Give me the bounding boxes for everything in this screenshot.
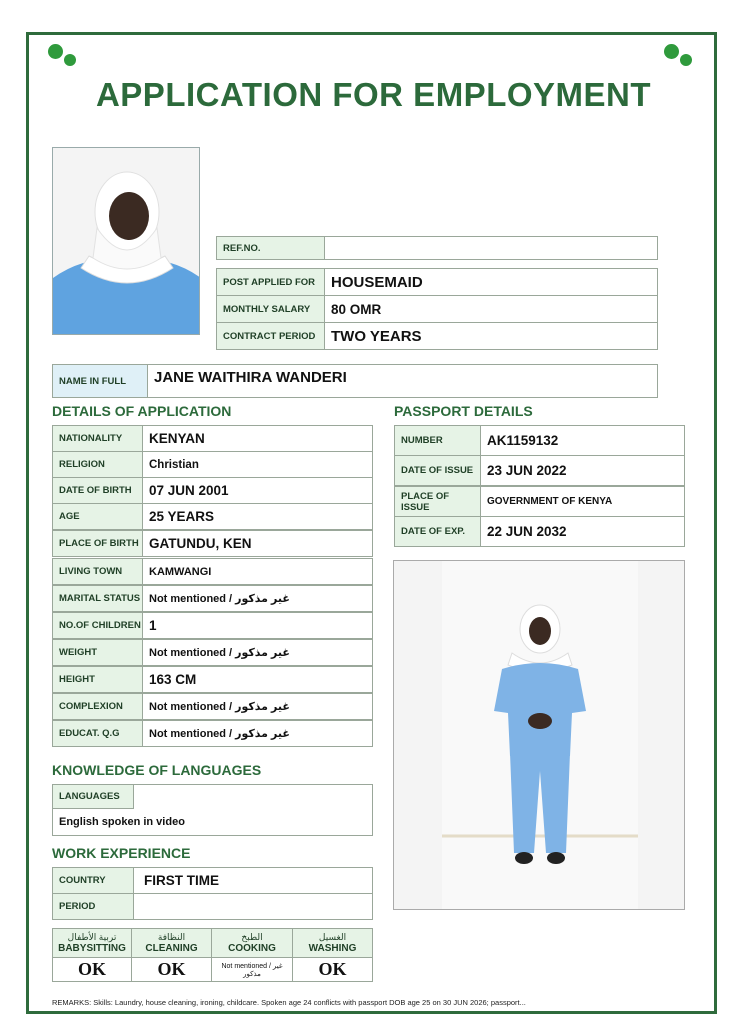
name-value: JANE WAITHIRA WANDERI bbox=[147, 364, 658, 398]
ref-no-value bbox=[324, 236, 658, 260]
religion-value: Christian bbox=[142, 451, 373, 478]
skill-cooking-ar: الطبخ bbox=[241, 932, 263, 942]
living-town-label: LIVING TOWN bbox=[52, 558, 143, 585]
place-of-birth-value: GATUNDU, KEN bbox=[142, 530, 373, 557]
children-value: 1 bbox=[142, 612, 373, 639]
age-value: 25 YEARS bbox=[142, 503, 373, 530]
languages-value: English spoken in video bbox=[53, 809, 371, 834]
skill-cooking-en: COOKING bbox=[228, 943, 276, 954]
ref-no-label: REF.NO. bbox=[216, 236, 325, 260]
skill-washing-header bbox=[292, 928, 373, 958]
age-label: AGE bbox=[52, 503, 143, 530]
skill-cleaning-value: OK bbox=[131, 957, 212, 982]
place-of-birth-label: PLACE OF BIRTH bbox=[52, 530, 143, 557]
living-town-value: KAMWANGI bbox=[142, 558, 373, 585]
religion-label: RELIGION bbox=[52, 451, 143, 478]
place-of-issue-value: GOVERNMENT OF KENYA bbox=[480, 486, 685, 517]
place-of-issue-label: PLACE OF ISSUE bbox=[394, 486, 481, 517]
name-label: NAME IN FULL bbox=[52, 364, 148, 398]
children-label: NO.OF CHILDREN bbox=[52, 612, 143, 639]
details-heading: DETAILS OF APPLICATION bbox=[52, 403, 232, 419]
nationality-value: KENYAN bbox=[142, 425, 373, 452]
height-value: 163 CM bbox=[142, 666, 373, 693]
education-value: Not mentioned / غير مذكور bbox=[142, 720, 373, 747]
salary-label: MONTHLY SALARY bbox=[216, 295, 325, 323]
dob-value: 07 JUN 2001 bbox=[142, 477, 373, 504]
education-label: EDUCAT. Q.G bbox=[52, 720, 143, 747]
skill-cooking-value: Not mentioned / غير مذكور bbox=[211, 957, 293, 982]
skill-cooking-header bbox=[211, 928, 293, 958]
date-of-issue-value: 23 JUN 2022 bbox=[480, 455, 685, 486]
applicant-portrait-photo bbox=[52, 147, 200, 335]
languages-heading: KNOWLEDGE OF LANGUAGES bbox=[52, 762, 262, 778]
height-label: HEIGHT bbox=[52, 666, 143, 693]
applicant-full-length-photo bbox=[393, 560, 685, 910]
salary-value: 80 OMR bbox=[324, 295, 658, 323]
languages-label: LANGUAGES bbox=[52, 784, 134, 809]
skill-washing-value: OK bbox=[292, 957, 373, 982]
date-of-exp-label: DATE OF EXP. bbox=[394, 516, 481, 547]
passport-heading: PASSPORT DETAILS bbox=[394, 403, 533, 419]
contract-value: TWO YEARS bbox=[324, 322, 658, 350]
contract-label: CONTRACT PERIOD bbox=[216, 322, 325, 350]
country-value: FIRST TIME bbox=[133, 867, 373, 894]
date-of-exp-value: 22 JUN 2032 bbox=[480, 516, 685, 547]
skill-babysitting-en: BABYSITTING bbox=[58, 943, 126, 954]
weight-label: WEIGHT bbox=[52, 639, 143, 666]
complexion-label: COMPLEXION bbox=[52, 693, 143, 720]
remarks-text: REMARKS: Skills: Laundry, house cleaning, ironing, childcare. Spoken age 24 conflicts with passport DOB age 25 on 30 JUN 2026; passport... bbox=[52, 998, 526, 1007]
skill-babysitting-header bbox=[52, 928, 132, 958]
passport-number-label: NUMBER bbox=[394, 425, 481, 456]
marital-status-label: MARITAL STATUS bbox=[52, 585, 143, 612]
weight-value: Not mentioned / غير مذكور bbox=[142, 639, 373, 666]
marital-status-value: Not mentioned / غير مذكور bbox=[142, 585, 373, 612]
post-label: POST APPLIED FOR bbox=[216, 268, 325, 296]
dob-label: DATE OF BIRTH bbox=[52, 477, 143, 504]
passport-number-value: AK1159132 bbox=[480, 425, 685, 456]
country-label: COUNTRY bbox=[52, 867, 134, 894]
complexion-value: Not mentioned / غير مذكور bbox=[142, 693, 373, 720]
skill-cleaning-header bbox=[131, 928, 212, 958]
skill-washing-ar: الغسيل bbox=[318, 932, 347, 942]
skill-washing-en: WASHING bbox=[308, 943, 357, 954]
skill-babysitting-value: OK bbox=[52, 957, 132, 982]
nationality-label: NATIONALITY bbox=[52, 425, 143, 452]
period-label: PERIOD bbox=[52, 893, 134, 920]
skill-cleaning-en: CLEANING bbox=[145, 943, 198, 954]
period-value bbox=[133, 893, 373, 920]
work-experience-heading: WORK EXPERIENCE bbox=[52, 845, 191, 861]
page-title: APPLICATION FOR EMPLOYMENT bbox=[95, 76, 652, 113]
post-value: HOUSEMAID bbox=[324, 268, 658, 296]
skill-babysitting-ar: تربية الأطفال bbox=[67, 932, 117, 942]
date-of-issue-label: DATE OF ISSUE bbox=[394, 455, 481, 486]
skill-cleaning-ar: النظافة bbox=[157, 932, 186, 942]
